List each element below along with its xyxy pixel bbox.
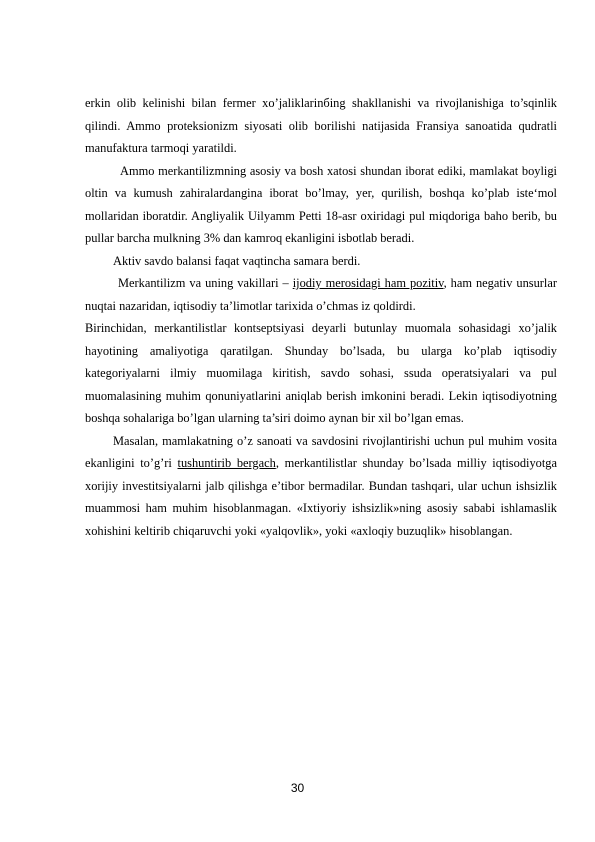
paragraph-2 [85,160,557,250]
paragraph-2-text: Ammo merkantilizmning asosiy va bosh xatosi shundan iborat ediki, mamlakat boyligi oltin va kumush zahiralardangina iborat bo’lmay, yer, qurilish, boshqa ko’plab iste‘mol mollaridan iboratdir. Angliyalik Uilyamm Petti 18-asr oxiridagi pul miqdoriga baho berib, bu pullar barcha mulkning 3% dan kamroq ekanligini isbotlab beradi. [85,163,557,245]
paragraph-6-text-before: Masalan, mamlakatning o’z sanoati va savdosini rivojlantirishi uchun pul muhim vosita ekanligini to’g’ri [85,433,557,470]
paragraph-1-text: erkin olib kelinishi bilan fermer xo’jaliklarinбing shakllanishi va rivojlanishiga to’sqinlik qilindi. Ammo proteksionizm siyosati olib borilishi natijasida Fransiya sanoatida qudratli manufaktura tarmoqi yaratildi. [85,96,557,155]
paragraph-4 [85,272,557,317]
paragraph-1 [85,92,557,160]
page-number: 30 [290,781,305,795]
paragraph-4-link[interactable]: ijodiy merosidagi ham pozitiv [292,276,444,290]
body-text [85,92,557,542]
paragraph-4-text-before: Merkantilizm va uning vakillari – [118,276,293,290]
paragraph-6 [85,430,557,543]
paragraph-5-text: Birinchidan, merkantilistlar kontseptsiyasi deyarli butunlay muomala sohasidagi xo’jalik hayotining amaliyotiga qaratilgan. Shunday bo’lsada, bu ularga ko’plab iqtisodiy kategoriyalarni ilmiy muomilaga kiritish, savdo sohasi, ssuda operatsiyalari va pul muomalasining muhim qonuniyatlarini aniqlab berish imkonini beradi. Lekin iqtisodiyotning boshqa sohalariga bo’lgan ularning ta’siri doimo aynan bir xil bo’lgan emas. [85,321,557,425]
paragraph-6-text-after: , merkantilistlar shunday bo’lsada milliy iqtisodiyotga xorijiy investitsiyalarni jalb qilishga e’tibor bermadilar. Bundan tashqari, ular uchun ishsizlik muammosi ham muhim hisoblanmagan. «Ixtiyoriy ishsizlik»ning asosiy sababi ishlamaslik xohishini keltirib chiqaruvchi yoki «yalqovlik», yoki «axloqiy buzuqlik» hisoblangan. [85,456,557,538]
paragraph-3 [85,250,557,273]
paragraph-5 [85,317,557,430]
paragraph-4-text-after: , ham negativ unsurlar nuqtai nazaridan, iqtisodiy ta’limotlar tarixida o’chmas iz qoldirdi. [85,276,557,313]
paragraph-6-link[interactable]: tushuntirib bergach [177,456,276,470]
paragraph-3-text: Aktiv savdo balansi faqat vaqtincha samara berdi. [113,253,361,268]
